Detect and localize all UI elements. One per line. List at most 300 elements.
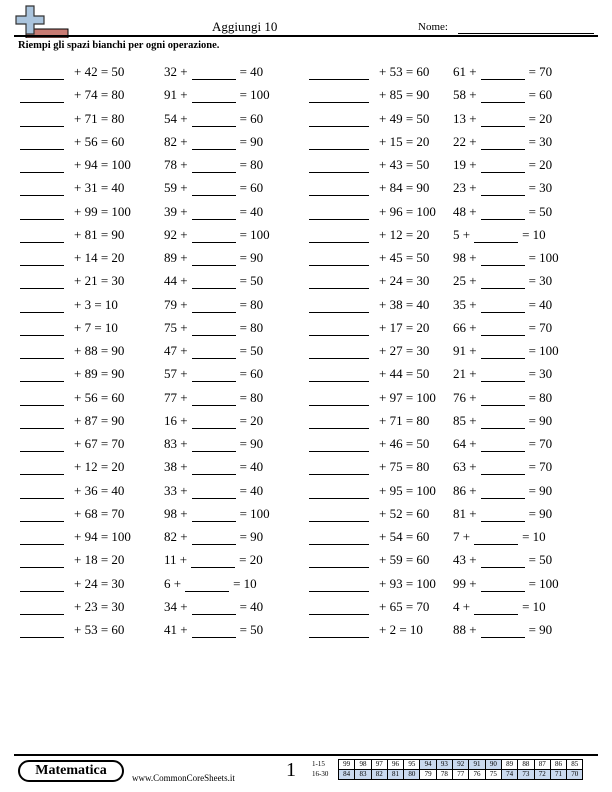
problem-item — [164, 483, 263, 499]
answer-blank[interactable] — [192, 138, 236, 150]
problem-sum: = 30 — [528, 180, 553, 196]
problem-addend: 13 + — [453, 110, 477, 126]
footer-divider — [14, 754, 598, 756]
problem-item — [309, 366, 429, 382]
answer-key-table — [311, 759, 583, 780]
problem-addend: 21 + — [453, 366, 477, 382]
answer-blank[interactable] — [309, 161, 369, 173]
problem-addend: 47 + — [164, 343, 188, 358]
problem-addend: 59 + — [164, 180, 188, 196]
problem-item — [453, 250, 559, 266]
problem-text: + 14 = 20 — [74, 250, 125, 265]
problem-item — [164, 552, 263, 568]
answer-blank[interactable] — [309, 556, 369, 568]
answer-blank[interactable] — [20, 115, 64, 127]
problem-addend: 83 + — [164, 436, 188, 451]
answer-blank[interactable] — [192, 254, 236, 266]
key-answer: 80 — [404, 770, 420, 780]
problem-item — [20, 576, 124, 592]
answer-blank[interactable] — [481, 417, 525, 429]
problem-sum: = 70 — [528, 64, 553, 79]
answer-blank[interactable] — [192, 394, 236, 406]
problem-text: + 18 = 20 — [74, 552, 125, 568]
answer-blank[interactable] — [309, 440, 369, 452]
key-answer: 81 — [387, 770, 403, 780]
problem-item — [309, 459, 429, 475]
answer-blank[interactable] — [481, 440, 525, 452]
key-answer: 94 — [420, 760, 436, 770]
problem-addend: 82 + — [164, 133, 188, 149]
problem-sum: = 50 — [239, 622, 264, 637]
answer-blank[interactable] — [309, 138, 369, 150]
problem-item — [309, 204, 436, 220]
problem-text: + 67 = 70 — [74, 436, 125, 451]
answer-blank[interactable] — [20, 208, 64, 220]
problem-addend: 25 + — [453, 273, 477, 289]
problem-item — [309, 64, 429, 80]
problem-sum: = 40 — [239, 482, 264, 498]
problem-text: + 31 = 40 — [74, 180, 125, 196]
problem-text: + 71 = 80 — [379, 412, 430, 428]
answer-blank[interactable] — [309, 115, 369, 127]
problem-text: + 94 = 100 — [74, 157, 131, 172]
problem-item — [164, 157, 263, 173]
answer-blank[interactable] — [20, 68, 64, 80]
problem-sum: = 70 — [528, 436, 553, 451]
problem-sum: = 90 — [239, 529, 264, 544]
problem-text: + 95 = 100 — [379, 482, 436, 498]
problem-addend: 5 + — [453, 226, 471, 242]
problem-sum: = 40 — [239, 64, 264, 79]
page-number: 1 — [286, 759, 296, 781]
problem-addend: 35 + — [453, 296, 477, 312]
answer-blank[interactable] — [481, 277, 525, 289]
answer-blank[interactable] — [309, 208, 369, 220]
answer-blank[interactable] — [20, 440, 64, 452]
problem-addend: 41 + — [164, 622, 188, 637]
answer-blank[interactable] — [20, 301, 64, 313]
problem-item — [20, 180, 124, 196]
problem-sum: = 80 — [239, 319, 264, 335]
answer-blank[interactable] — [192, 115, 236, 127]
problem-addend: 88 + — [453, 622, 477, 637]
problem-item — [453, 622, 552, 638]
problem-sum: = 90 — [528, 505, 553, 521]
answer-blank[interactable] — [192, 208, 236, 220]
problem-text: + 44 = 50 — [379, 366, 430, 382]
problem-text: + 99 = 100 — [74, 203, 131, 219]
problem-sum: = 80 — [239, 296, 264, 312]
problem-item — [453, 459, 552, 475]
answer-blank[interactable] — [20, 417, 64, 429]
problem-item — [309, 622, 423, 638]
problem-item — [309, 250, 429, 266]
key-answer: 82 — [371, 770, 387, 780]
answer-blank[interactable] — [309, 370, 369, 382]
answer-blank[interactable] — [192, 626, 236, 638]
answer-blank[interactable] — [192, 301, 236, 313]
answer-blank[interactable] — [192, 231, 236, 243]
problem-sum: = 20 — [239, 412, 264, 428]
answer-blank[interactable] — [481, 184, 525, 196]
problem-addend: 58 + — [453, 87, 477, 103]
problem-item — [20, 529, 131, 545]
problem-item — [309, 134, 429, 150]
problem-text: + 93 = 100 — [379, 575, 436, 591]
problem-sum: = 100 — [528, 250, 559, 265]
problem-item — [309, 599, 429, 615]
problem-item — [453, 273, 552, 289]
problem-item — [309, 87, 429, 103]
answer-blank[interactable] — [309, 603, 369, 615]
problem-item — [164, 390, 263, 406]
key-answer: 78 — [436, 770, 452, 780]
problem-sum: = 40 — [239, 459, 264, 475]
problem-text: + 84 = 90 — [379, 180, 430, 196]
answer-blank[interactable] — [309, 277, 369, 289]
problem-item — [164, 459, 263, 475]
instructions: Riempi gli spazi bianchi per ogni operazione. — [18, 40, 220, 51]
problem-addend: 34 + — [164, 598, 188, 614]
problem-text: + 56 = 60 — [74, 133, 125, 149]
answer-blank[interactable] — [481, 580, 525, 592]
problem-item — [164, 343, 263, 359]
header-divider — [14, 35, 598, 37]
key-answer: 71 — [550, 770, 566, 780]
problem-text: + 75 = 80 — [379, 459, 430, 475]
problem-item — [20, 273, 124, 289]
answer-blank[interactable] — [192, 324, 236, 336]
answer-blank[interactable] — [309, 463, 369, 475]
problem-sum: = 20 — [239, 552, 263, 568]
answer-blank[interactable] — [309, 301, 369, 313]
problem-sum: = 90 — [239, 133, 264, 149]
answer-blank[interactable] — [192, 91, 236, 103]
problem-addend: 19 + — [453, 157, 477, 172]
key-answer: 88 — [518, 760, 534, 770]
problem-item — [453, 87, 552, 103]
answer-blank[interactable] — [481, 161, 525, 173]
answer-blank[interactable] — [20, 580, 64, 592]
answer-blank[interactable] — [20, 231, 64, 243]
problem-item — [20, 599, 124, 615]
problem-sum: = 40 — [239, 203, 264, 219]
problem-item — [453, 204, 552, 220]
problem-item — [164, 87, 270, 103]
problem-item — [309, 576, 436, 592]
answer-blank[interactable] — [192, 370, 236, 382]
problem-sum: = 80 — [239, 389, 264, 405]
problem-addend: 86 + — [453, 482, 477, 498]
answer-blank[interactable] — [20, 394, 64, 406]
problem-item — [453, 227, 546, 243]
problem-addend: 91 + — [164, 87, 188, 103]
problem-text: + 85 = 90 — [379, 87, 430, 103]
answer-blank[interactable] — [309, 184, 369, 196]
problem-item — [164, 134, 263, 150]
problem-sum: = 60 — [239, 366, 264, 382]
problem-sum: = 50 — [528, 552, 553, 568]
problem-addend: 6 + — [164, 575, 182, 591]
problem-sum: = 60 — [239, 180, 264, 196]
problem-sum: = 40 — [528, 296, 553, 312]
problem-item — [164, 622, 263, 638]
problem-addend: 44 + — [164, 273, 188, 289]
problem-item — [20, 483, 124, 499]
problem-item — [20, 227, 124, 243]
problem-item — [164, 599, 263, 615]
problem-item — [453, 599, 546, 615]
key-answer: 87 — [534, 760, 550, 770]
problem-text: + 56 = 60 — [74, 389, 125, 405]
problem-item — [453, 483, 552, 499]
problem-text: + 3 = 10 — [74, 296, 118, 312]
problem-item — [20, 366, 124, 382]
answer-blank[interactable] — [20, 277, 64, 289]
answer-blank[interactable] — [481, 138, 525, 150]
answer-blank[interactable] — [192, 277, 236, 289]
answer-blank[interactable] — [481, 324, 525, 336]
answer-blank[interactable] — [481, 626, 525, 638]
answer-blank[interactable] — [20, 138, 64, 150]
problem-sum: = 70 — [528, 459, 553, 475]
answer-blank[interactable] — [20, 370, 64, 382]
answer-blank[interactable] — [20, 556, 64, 568]
problem-text: + 81 = 90 — [74, 226, 125, 242]
answer-blank[interactable] — [309, 487, 369, 499]
answer-blank[interactable] — [481, 510, 525, 522]
problem-addend: 43 + — [453, 552, 477, 568]
problem-item — [453, 576, 559, 592]
problem-sum: = 100 — [239, 226, 270, 242]
answer-blank[interactable] — [192, 463, 236, 475]
key-answer: 97 — [371, 760, 387, 770]
key-answer: 70 — [567, 770, 583, 780]
problem-sum: = 40 — [239, 598, 264, 614]
key-answer: 93 — [436, 760, 452, 770]
answer-blank[interactable] — [309, 417, 369, 429]
answer-blank[interactable] — [20, 254, 64, 266]
answer-blank[interactable] — [481, 301, 525, 313]
problem-item — [453, 157, 552, 173]
answer-blank[interactable] — [192, 184, 236, 196]
problem-item — [20, 552, 124, 568]
problem-item — [20, 204, 131, 220]
problem-text: + 54 = 60 — [379, 529, 430, 544]
answer-blank[interactable] — [481, 556, 525, 568]
key-answer: 72 — [534, 770, 550, 780]
answer-blank[interactable] — [185, 580, 229, 592]
answer-blank[interactable] — [309, 510, 369, 522]
problem-sum: = 90 — [239, 250, 264, 265]
problem-addend: 22 + — [453, 133, 477, 149]
answer-blank[interactable] — [481, 487, 525, 499]
problem-text: + 17 = 20 — [379, 319, 430, 335]
problem-item — [453, 320, 552, 336]
answer-blank[interactable] — [481, 463, 525, 475]
problem-item — [309, 343, 429, 359]
problem-item — [164, 180, 263, 196]
answer-blank[interactable] — [20, 603, 64, 615]
problem-item — [164, 64, 263, 80]
key-row-label: 1-15 — [312, 760, 325, 768]
problem-item — [20, 436, 124, 452]
problem-item — [309, 180, 429, 196]
answer-blank[interactable] — [20, 487, 64, 499]
answer-blank[interactable] — [481, 347, 525, 359]
answer-blank[interactable] — [20, 161, 64, 173]
problem-item — [309, 390, 436, 406]
problem-item — [20, 506, 124, 522]
problem-sum: = 30 — [528, 273, 553, 289]
problem-sum: = 30 — [528, 366, 553, 382]
key-answer: 92 — [453, 760, 469, 770]
answer-blank[interactable] — [309, 347, 369, 359]
answer-blank[interactable] — [481, 208, 525, 220]
problem-item — [20, 157, 131, 173]
answer-blank[interactable] — [20, 347, 64, 359]
answer-blank[interactable] — [309, 324, 369, 336]
answer-blank[interactable] — [20, 533, 64, 545]
answer-blank[interactable] — [309, 533, 369, 545]
problem-item — [453, 111, 552, 127]
problem-addend: 82 + — [164, 529, 188, 544]
answer-blank[interactable] — [481, 91, 525, 103]
key-answer: 99 — [339, 760, 355, 770]
problem-addend: 85 + — [453, 412, 477, 428]
problem-item — [20, 390, 124, 406]
problem-addend: 89 + — [164, 250, 188, 265]
answer-blank[interactable] — [481, 254, 525, 266]
problem-addend: 76 + — [453, 389, 477, 405]
answer-blank[interactable] — [481, 394, 525, 406]
problem-item — [453, 64, 552, 80]
problem-item — [20, 87, 124, 103]
answer-blank[interactable] — [20, 324, 64, 336]
problem-addend: 63 + — [453, 459, 477, 475]
problem-addend: 57 + — [164, 366, 188, 382]
answer-blank[interactable] — [20, 91, 64, 103]
answer-blank[interactable] — [192, 603, 236, 615]
problem-text: + 46 = 50 — [379, 436, 430, 451]
problem-item — [164, 204, 263, 220]
problem-sum: = 20 — [528, 110, 553, 126]
answer-blank[interactable] — [481, 68, 525, 80]
problem-item — [453, 413, 552, 429]
problem-item — [20, 622, 124, 638]
problem-item — [164, 366, 263, 382]
answer-blank[interactable] — [192, 533, 236, 545]
answer-blank[interactable] — [309, 231, 369, 243]
problem-text: + 65 = 70 — [379, 598, 430, 614]
problem-sum: = 70 — [528, 319, 553, 335]
answer-blank[interactable] — [474, 533, 518, 545]
answer-blank[interactable] — [192, 440, 236, 452]
problem-text: + 97 = 100 — [379, 389, 436, 405]
answer-blank[interactable] — [20, 463, 64, 475]
answer-blank[interactable] — [192, 510, 236, 522]
problem-addend: 64 + — [453, 436, 477, 451]
problem-sum: = 90 — [528, 482, 553, 498]
problem-sum: = 100 — [239, 505, 270, 521]
problem-text: + 12 = 20 — [379, 226, 430, 242]
answer-blank[interactable] — [192, 161, 236, 173]
problem-item — [309, 273, 429, 289]
problem-text: + 49 = 50 — [379, 110, 430, 126]
answer-blank[interactable] — [192, 417, 236, 429]
problem-addend: 79 + — [164, 296, 188, 312]
answer-blank[interactable] — [20, 510, 64, 522]
key-answer: 77 — [453, 770, 469, 780]
problem-item — [453, 390, 552, 406]
problem-item — [309, 157, 429, 173]
answer-blank[interactable] — [309, 394, 369, 406]
problem-sum: = 60 — [528, 87, 553, 103]
problem-text: + 45 = 50 — [379, 250, 430, 265]
answer-blank[interactable] — [309, 91, 369, 103]
answer-blank[interactable] — [309, 580, 369, 592]
answer-blank[interactable] — [309, 68, 369, 80]
answer-blank[interactable] — [20, 626, 64, 638]
problem-item — [453, 366, 552, 382]
key-answer: 73 — [518, 770, 534, 780]
key-answer: 85 — [567, 760, 583, 770]
problem-addend: 91 + — [453, 343, 477, 358]
problem-text: + 53 = 60 — [74, 622, 125, 637]
key-answer: 90 — [485, 760, 501, 770]
answer-blank[interactable] — [309, 254, 369, 266]
answer-blank[interactable] — [192, 487, 236, 499]
answer-blank[interactable] — [192, 68, 236, 80]
problem-addend: 16 + — [164, 412, 188, 428]
problem-item — [164, 576, 257, 592]
key-answer: 83 — [355, 770, 371, 780]
problem-text: + 23 = 30 — [74, 598, 125, 614]
answer-blank[interactable] — [481, 370, 525, 382]
answer-blank[interactable] — [20, 184, 64, 196]
answer-blank[interactable] — [192, 347, 236, 359]
problem-sum: = 10 — [522, 598, 546, 614]
key-answer: 98 — [355, 760, 371, 770]
problem-item — [309, 483, 436, 499]
problem-text: + 15 = 20 — [379, 133, 430, 149]
problem-addend: 33 + — [164, 482, 188, 498]
problem-item — [20, 459, 124, 475]
problem-item — [453, 506, 552, 522]
problem-item — [309, 320, 429, 336]
problem-item — [309, 413, 429, 429]
answer-blank[interactable] — [474, 603, 518, 615]
answer-blank[interactable] — [191, 556, 235, 568]
problem-item — [164, 250, 263, 266]
problem-item — [453, 529, 546, 545]
problem-text: + 59 = 60 — [379, 552, 430, 568]
problem-item — [453, 134, 552, 150]
answer-blank[interactable] — [474, 231, 518, 243]
problem-addend: 75 + — [164, 319, 188, 335]
answer-blank[interactable] — [481, 115, 525, 127]
key-answer: 89 — [501, 760, 517, 770]
problem-text: + 27 = 30 — [379, 343, 430, 358]
name-field[interactable] — [458, 33, 594, 34]
problem-sum: = 20 — [528, 157, 553, 172]
answer-blank[interactable] — [309, 626, 369, 638]
problem-addend: 92 + — [164, 226, 188, 242]
problem-addend: 38 + — [164, 459, 188, 475]
problem-text: + 52 = 60 — [379, 505, 430, 521]
worksheet-title: Aggiungi 10 — [212, 19, 278, 34]
problem-text: + 96 = 100 — [379, 203, 436, 219]
